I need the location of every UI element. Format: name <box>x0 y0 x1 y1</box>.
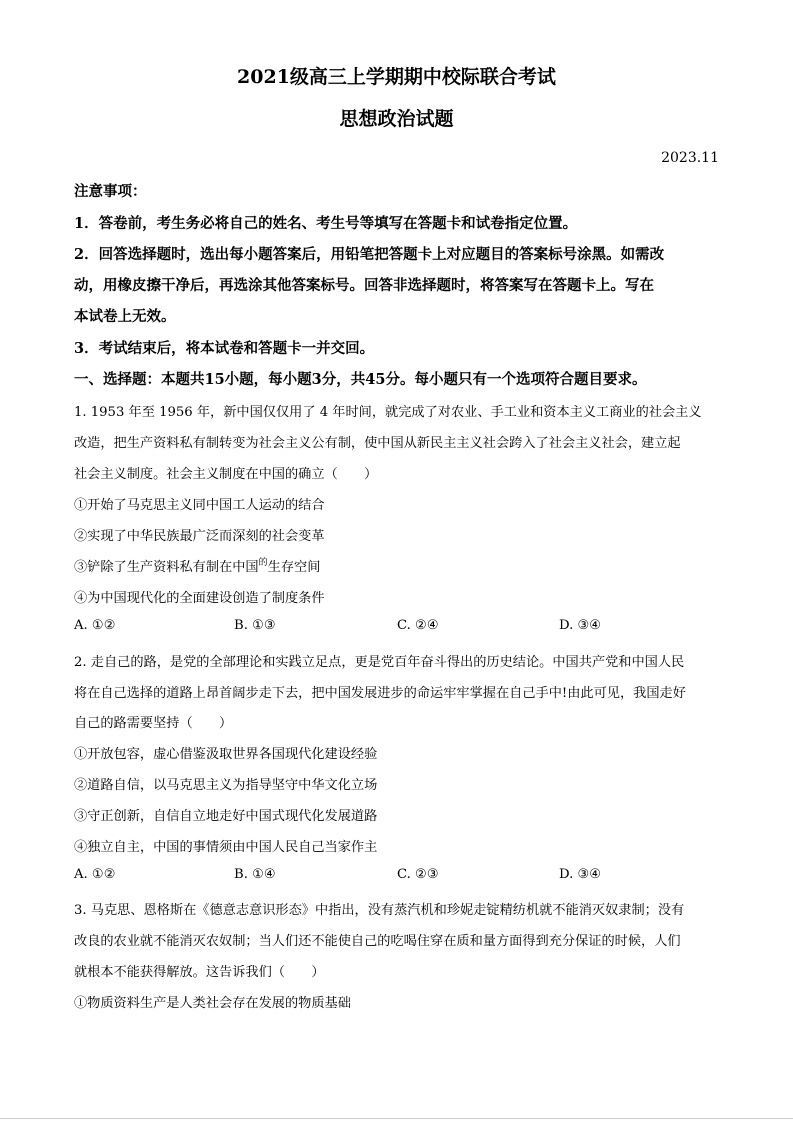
q1-statement-3-part-b: 生存空间 <box>267 560 321 575</box>
notes-heading: 注意事项： <box>74 183 147 200</box>
q1-option-d: D. ③④ <box>559 618 602 633</box>
q3-stem-line-3: 就根本不能获得解放。这告诉我们（ ） <box>74 965 325 980</box>
q2-statement-2: ②道路自信，以马克思主义为指导坚守中华文化立场 <box>74 778 378 793</box>
notes-item-1: 1．答卷前，考生务必将自己的姓名、考生号等填写在答题卡和试卷指定位置。 <box>74 215 578 232</box>
section-1-heading: 一、选择题：本题共15小题，每小题3分，共45分。每小题只有一个选项符合题目要求。 <box>74 371 647 388</box>
q3-stem-line-2: 改良的农业就不能消灭农奴制；当人们还不能使自己的吃喝住穿在质和量方面得到充分保证的时候，人们 <box>74 934 681 949</box>
q1-option-c: C. ②④ <box>397 618 439 633</box>
q1-statement-2: ②实现了中华民族最广泛而深刻的社会变革 <box>74 529 325 544</box>
exam-subtitle: 思想政治试题 <box>339 108 454 130</box>
q2-stem-line-1: 2. 走自己的路，是党的全部理论和实践立足点，更是党百年奋斗得出的历史结论。中国共产党和中国人民 <box>74 655 685 670</box>
q1-statement-3-sup: 的 <box>258 558 268 568</box>
q1-statement-4: ④为中国现代化的全面建设创造了制度条件 <box>74 591 325 606</box>
q1-stem-line-3: 社会主义制度。社会主义制度在中国的确立（ ） <box>74 467 378 482</box>
q2-statement-1: ①开放包容，虚心借鉴汲取世界各国现代化建设经验 <box>74 747 378 762</box>
page-bottom-rule <box>0 1118 793 1119</box>
q1-statement-3 <box>74 556 320 575</box>
q2-stem-line-3: 自己的路需要坚持（ ） <box>74 716 233 731</box>
q2-statement-3: ③守正创新，自信自立地走好中国式现代化发展道路 <box>74 809 378 824</box>
q1-stem-line-2: 改造，把生产资料私有制转变为社会主义公有制，使中国从新民主主义社会跨入了社会主义社会，建立起 <box>74 436 681 451</box>
exam-title: 2021级高三上学期期中校际联合考试 <box>237 66 556 88</box>
q1-statement-3-part-a: ③铲除了生产资料私有制在中国 <box>74 560 259 575</box>
q3-statement-1: ①物质资料生产是人类社会存在发展的物质基础 <box>74 996 351 1011</box>
notes-item-2-line-2: 动，用橡皮擦干净后，再选涂其他答案标号。回答非选择题时，将答案写在答题卡上。写在 <box>74 277 654 294</box>
exam-date: 2023.11 <box>661 150 719 166</box>
q1-stem-line-1: 1. 1953 年至 1956 年，新中国仅仅用了 4 年时间，就完成了对农业、手工业和资本主义工商业的社会主义 <box>74 405 702 420</box>
q1-statement-1: ①开始了马克思主义同中国工人运动的结合 <box>74 498 325 513</box>
q2-option-b: B. ①④ <box>234 867 276 882</box>
q2-stem-line-2: 将在自己选择的道路上昂首阔步走下去，把中国发展进步的命运牢牢掌握在自己手中!由此可见，我国走好 <box>74 686 686 701</box>
q2-option-d: D. ③④ <box>559 867 602 882</box>
notes-item-2-line-1: 2．回答选择题时，选出每小题答案后，用铅笔把答题卡上对应题目的答案标号涂黑。如需改 <box>74 246 665 263</box>
q2-option-a: A. ①② <box>74 867 116 882</box>
q3-stem-line-1: 3. 马克思、恩格斯在《德意志意识形态》中指出，没有蒸汽机和珍妮走锭精纺机就不能消灭奴隶制；没有 <box>74 903 685 918</box>
notes-item-2-line-3: 本试卷上无效。 <box>74 308 176 325</box>
q1-option-a: A. ①② <box>74 618 116 633</box>
notes-item-3: 3．考试结束后，将本试卷和答题卡一并交回。 <box>74 340 375 357</box>
q1-option-b: B. ①③ <box>234 618 276 633</box>
q2-statement-4: ④独立自主，中国的事情须由中国人民自己当家作主 <box>74 840 378 855</box>
q2-option-c: C. ②③ <box>397 867 439 882</box>
